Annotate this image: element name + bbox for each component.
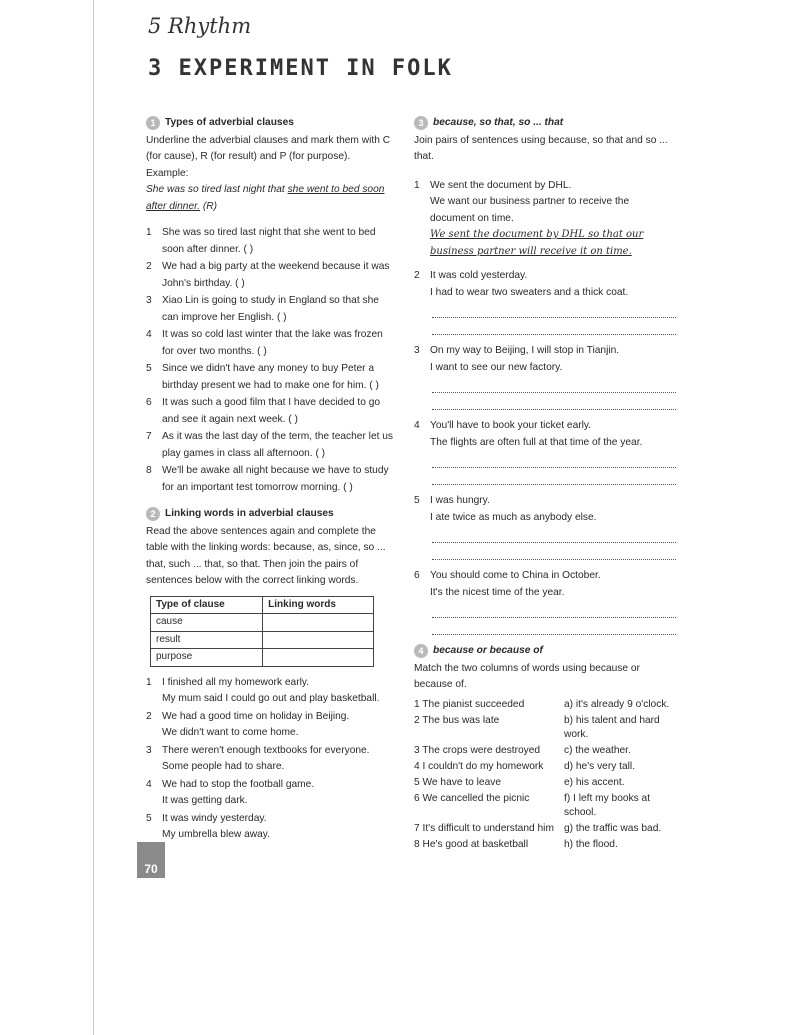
section-2-instruction: Read the above sentences again and complete the table with the linking words: because, as, since, so ... that, such ... that, so that. Then join the pairs of sentences below with the correct linking words. (146, 525, 386, 586)
section-1-heading (146, 115, 396, 132)
list-item: 7 As it was the last day of the term, the teacher let us play games in class all afternoon. ( ) (146, 431, 394, 459)
answer-line[interactable] (432, 622, 676, 635)
match-right-item: a) it's already 9 o'clock. (564, 698, 670, 710)
matching-columns (414, 698, 676, 852)
binding-margin-line (93, 0, 94, 1035)
handwritten-answer: We sent the document by DHL so that our business partner will receive it on time. (430, 229, 644, 257)
match-left-item: 5 We have to leave (414, 776, 502, 788)
match-right-item: g) the traffic was bad. (564, 822, 662, 834)
answer-line[interactable] (432, 380, 676, 393)
section-2-heading (146, 506, 396, 523)
section-1-example (146, 182, 396, 215)
list-item: 2 We had a big party at the weekend because it was John's birthday. ( ) (146, 261, 390, 289)
answer-line[interactable] (432, 455, 676, 468)
match-left-item: 8 He's good at basketball (414, 838, 529, 850)
example-mark: (R) (200, 200, 217, 212)
match-left-item: 7 It's difficult to understand him (414, 822, 554, 834)
match-right-item: d) he's very tall. (564, 760, 636, 772)
answer-cell[interactable] (263, 631, 374, 649)
answer-cell[interactable] (263, 614, 374, 632)
linking-words-table (150, 596, 374, 667)
answer-line[interactable] (432, 530, 676, 543)
section-1-instruction: Underline the adverbial clauses and mark them with C (for cause), R (for result) and P (for purpose). (146, 134, 391, 162)
table-header: Linking words (263, 596, 374, 614)
list-item: 6 It was such a good film that I have decided to go and see it again next week. ( ) (146, 397, 381, 425)
section-4-heading (414, 643, 676, 660)
right-column (414, 115, 676, 852)
section-3-heading (414, 115, 676, 132)
section-3-number-badge: 3 (414, 116, 428, 130)
question-item: 1 We sent the document by DHL. We want our business partner to receive the document on time. We sent the document by DHL so that our business partner will receive it on time. (414, 179, 644, 257)
list-item: 4 We had to stop the football game. It was getting dark. (146, 778, 315, 806)
list-item: 4 It was so cold last winter that the lake was frozen for over two months. ( ) (146, 329, 383, 357)
example-main: She was so tired last night that (146, 184, 288, 195)
question-item: 5 I was hungry. I ate twice as much as anybody else. (414, 493, 676, 560)
section-4-title: because or because of (433, 645, 543, 656)
section-1-example-label: Example: (146, 167, 189, 179)
table-row: result (151, 631, 374, 649)
match-left-item: 2 The bus was late (414, 714, 500, 726)
answer-line[interactable] (432, 397, 676, 410)
question-item: 4 You'll have to book your ticket early. The flights are often full at that time of the year. (414, 418, 676, 485)
match-right-item: h) the flood. (564, 838, 618, 850)
list-item: 8 We'll be awake all night because we have to study for an important test tomorrow morning. ( ) (146, 465, 389, 493)
match-left-item: 3 The crops were destroyed (414, 744, 541, 756)
section-1-items (146, 225, 396, 496)
match-left-item: 1 The pianist succeeded (414, 698, 525, 710)
list-item: 5 Since we didn't have any money to buy Peter a birthday present we had to make one for him. ( ) (146, 363, 379, 391)
match-right-item: e) his accent. (564, 776, 625, 788)
list-item: 3 Xiao Lin is going to study in England so that she can improve her English. ( ) (146, 295, 379, 323)
list-item: 5 It was windy yesterday. My umbrella blew away. (146, 812, 270, 840)
answer-line[interactable] (432, 605, 676, 618)
left-column (146, 115, 396, 845)
table-header: Type of clause (151, 596, 263, 614)
answer-line[interactable] (432, 322, 676, 335)
unit-label: 5 Rhythm (148, 14, 252, 38)
list-item: 3 There weren't enough textbooks for everyone. Some people had to share. (146, 744, 370, 772)
question-item: 2 It was cold yesterday. I had to wear two sweaters and a thick coat. (414, 268, 676, 335)
answer-line[interactable] (432, 305, 676, 318)
match-left-item: 4 I couldn't do my homework (414, 760, 544, 772)
table-row: cause (151, 614, 374, 632)
match-right-item: c) the weather. (564, 744, 631, 756)
question-item: 6 You should come to China in October. It's the nicest time of the year. (414, 568, 676, 635)
answer-cell[interactable] (263, 649, 374, 667)
list-item: 1 I finished all my homework early. My mum said I could go out and play basketball. (146, 676, 380, 704)
section-3-instruction: Join pairs of sentences using because, so that and so ... that. (414, 134, 668, 162)
table-row: purpose (151, 649, 374, 667)
list-item: 1 She was so tired last night that she went to bed soon after dinner. ( ) (146, 227, 376, 255)
section-2-title: Linking words in adverbial clauses (165, 508, 334, 519)
answer-line[interactable] (432, 547, 676, 560)
answer-line[interactable] (432, 472, 676, 485)
match-left-item: 6 We cancelled the picnic (414, 792, 530, 804)
match-right-item: f) I left my books at school. (564, 792, 651, 818)
section-4-number-badge: 4 (414, 644, 428, 658)
match-right-item: b) his talent and hard work. (564, 714, 660, 740)
section-1-number-badge: 1 (146, 116, 160, 130)
page-number: 70 (137, 842, 165, 878)
table-header-row (151, 596, 374, 614)
lesson-title: 3 EXPERIMENT IN FOLK (148, 56, 453, 81)
list-item: 2 We had a good time on holiday in Beijing. We didn't want to come home. (146, 710, 350, 738)
section-3-title: because, so that, so ... that (433, 117, 564, 128)
question-item: 3 On my way to Beijing, I will stop in Tianjin. I want to see our new factory. (414, 343, 676, 410)
section-1-title: Types of adverbial clauses (165, 117, 294, 128)
section-2-items (146, 675, 396, 844)
example-underlined: she went to bed soon after dinner. (146, 184, 385, 212)
section-4-instruction: Match the two columns of words using because or because of. (414, 662, 640, 690)
section-2-number-badge: 2 (146, 507, 160, 521)
